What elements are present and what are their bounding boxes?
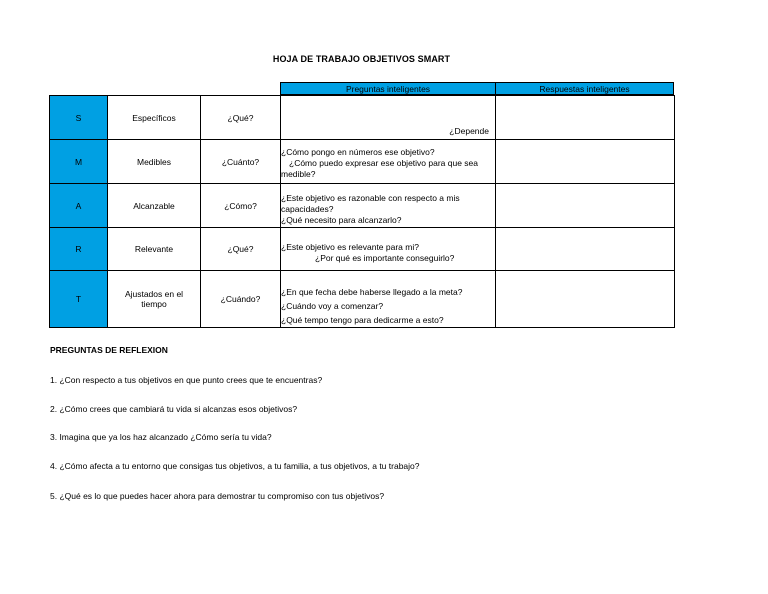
header-answers: Respuestas inteligentes (495, 82, 674, 95)
table-row (50, 96, 675, 140)
question-line: ¿Depende (449, 126, 489, 136)
smart-letter: R (50, 228, 108, 271)
reflection-item: 4. ¿Cómo afecta a tu entorno que consigas tus objetivos, a tu familia, a tus objetivos, a tu trabajo? (50, 461, 420, 471)
table-row (50, 271, 675, 328)
question-line: ¿En que fecha debe haberse llegado a la meta? (281, 287, 463, 297)
question-line: ¿Cómo pongo en números ese objetivo? (281, 147, 435, 157)
table-row (50, 228, 675, 271)
question-line: ¿Qué tempo tengo para dedicarme a esto? (281, 315, 444, 325)
smart-question-word: ¿Qué? (201, 96, 281, 140)
question-line: ¿Cómo puedo expresar ese objetivo para que sea medible? (281, 158, 479, 179)
smart-table (49, 95, 675, 328)
question-line: ¿Este objetivo es relevante para mi? (281, 241, 419, 252)
page-title: HOJA DE TRABAJO OBJETIVOS SMART (272, 54, 451, 64)
smart-word: Relevante (108, 228, 201, 271)
smart-letter: M (50, 140, 108, 184)
table-row (50, 184, 675, 228)
question-cell (281, 228, 496, 271)
question-cell (281, 140, 496, 184)
smart-question-word: ¿Cómo? (201, 184, 281, 228)
smart-letter: T (50, 271, 108, 328)
answer-cell[interactable] (496, 96, 675, 140)
smart-question-word: ¿Cuándo? (201, 271, 281, 328)
reflection-item: 5. ¿Qué es lo que puedes hacer ahora para demostrar tu compromiso con tus objetivos? (50, 491, 385, 501)
question-line: ¿Cuándo voy a comenzar? (281, 301, 384, 311)
smart-letter: S (50, 96, 108, 140)
smart-word: Específicos (108, 96, 201, 140)
question-line: ¿Por qué es importante conseguirlo? (315, 252, 455, 263)
question-cell (281, 184, 496, 228)
smart-word: Ajustados en el tiempo (108, 271, 201, 328)
table-row (50, 140, 675, 184)
answer-cell[interactable] (496, 140, 675, 184)
question-line: ¿Este objetivo es razonable con respecto a mis capacidades? (281, 193, 460, 214)
reflection-item: 3. Imagina que ya los haz alcanzado ¿Cómo sería tu vida? (50, 432, 272, 442)
smart-question-word: ¿Qué? (201, 228, 281, 271)
answer-cell[interactable] (496, 228, 675, 271)
reflection-item: 2. ¿Cómo crees que cambiará tu vida si alcanzas esos objetivos? (50, 404, 298, 414)
answer-cell[interactable] (496, 184, 675, 228)
question-line: ¿Qué necesito para alcanzarlo? (281, 215, 402, 225)
question-cell (281, 96, 496, 140)
smart-word: Alcanzable (108, 184, 201, 228)
smart-question-word: ¿Cuánto? (201, 140, 281, 184)
reflection-heading: PREGUNTAS DE REFLEXION (50, 345, 168, 355)
question-cell (281, 271, 496, 328)
reflection-item: 1. ¿Con respecto a tus objetivos en que punto crees que te encuentras? (50, 375, 323, 385)
header-questions: Preguntas inteligentes (280, 82, 496, 95)
smart-letter: A (50, 184, 108, 228)
answer-cell[interactable] (496, 271, 675, 328)
smart-word: Medibles (108, 140, 201, 184)
